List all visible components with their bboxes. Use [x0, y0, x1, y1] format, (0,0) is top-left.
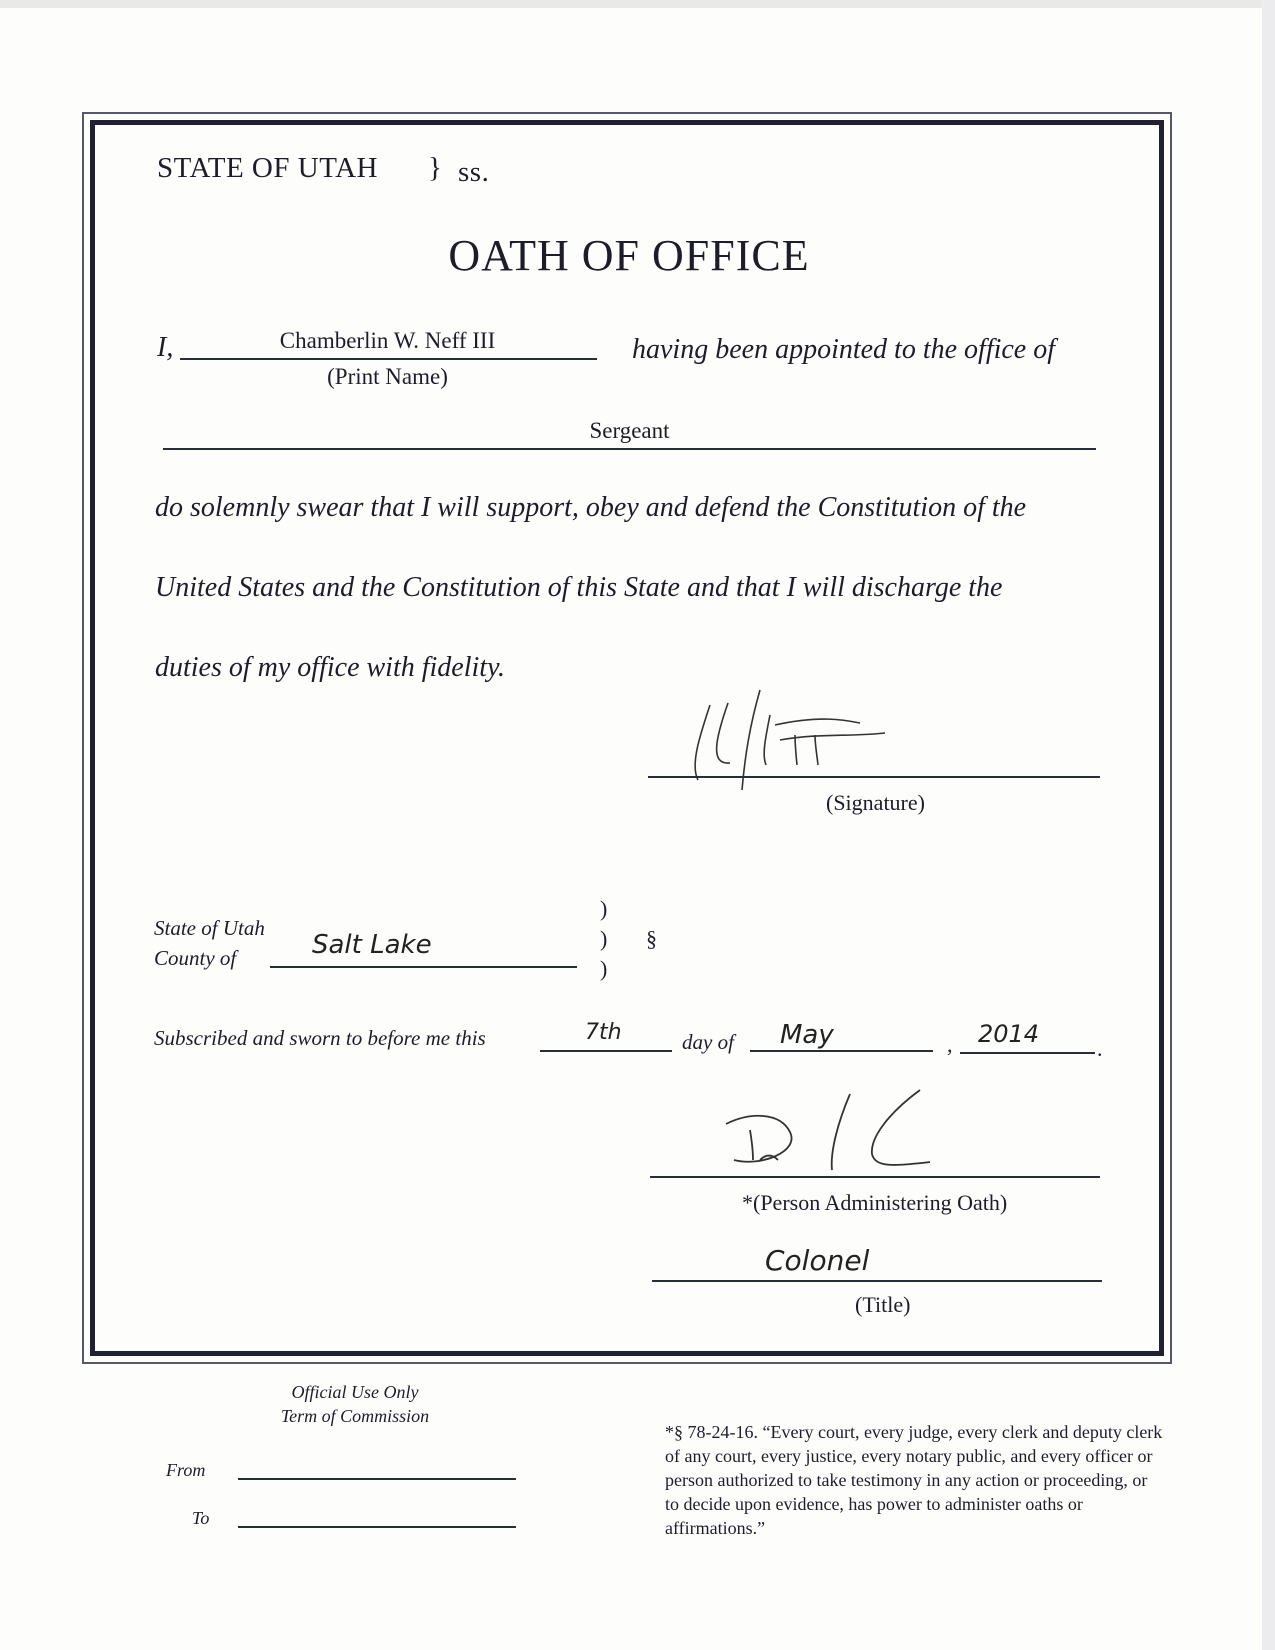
appointed-text: having been appointed to the office of	[632, 334, 1056, 365]
administrator-signature-scribble	[720, 1082, 970, 1177]
administrator-signature-line	[650, 1176, 1100, 1178]
administrator-title-value: Colonel	[765, 1244, 870, 1277]
brace: }	[428, 152, 443, 184]
county-value: Salt Lake	[312, 930, 432, 960]
from-line	[238, 1478, 516, 1480]
office-value: Sergeant	[589, 418, 670, 443]
office-line	[163, 448, 1096, 450]
administrator-title-label: (Title)	[855, 1292, 911, 1317]
month-line	[750, 1050, 933, 1052]
oath-body-line-1: do solemnly swear that I will support, obey and defend the Constitution of the	[155, 492, 1027, 523]
paren-3: )	[600, 956, 608, 981]
signature-line	[648, 776, 1100, 778]
signature-scribble	[670, 685, 910, 795]
page-title: OATH OF OFFICE	[448, 231, 810, 280]
administrator-label: *(Person Administering Oath)	[742, 1190, 1008, 1215]
month-value: May	[780, 1020, 834, 1050]
signature-label: (Signature)	[826, 790, 925, 815]
day-of-label: day of	[682, 1030, 734, 1054]
period: .	[1097, 1036, 1103, 1061]
day-line	[540, 1050, 672, 1052]
i-prefix: I,	[157, 332, 174, 363]
print-name-line	[180, 358, 597, 360]
administrator-title-line	[652, 1280, 1102, 1282]
term-of-commission: Term of Commission	[280, 1406, 430, 1426]
inner-border	[90, 120, 1164, 1356]
state-of-utah-label: State of Utah	[154, 916, 265, 940]
state-heading: STATE OF UTAH	[157, 152, 378, 184]
scan-top-edge	[0, 0, 1275, 8]
statute-note: *§ 78-24-16. “Every court, every judge, every clerk and deputy clerk of any court, every justice, every notary public, and every officer or person authorized to take testimony in any action or proceeding, or to decide upon evidence, has power to administer oaths or affirmations.”	[665, 1422, 1163, 1538]
year-line	[960, 1052, 1095, 1054]
print-name-label: (Print Name)	[327, 364, 448, 389]
ss-label: ss.	[458, 156, 490, 188]
to-label: To	[192, 1508, 210, 1528]
county-label: County of	[154, 946, 237, 970]
print-name-value: Chamberlin W. Neff III	[279, 328, 496, 353]
official-use-only: Official Use Only	[291, 1382, 419, 1402]
section-symbol: §	[646, 926, 657, 951]
paren-1: )	[600, 896, 608, 921]
to-line	[238, 1526, 516, 1528]
scan-right-edge	[1262, 0, 1275, 1650]
year-value: 2014	[978, 1020, 1040, 1048]
from-label: From	[166, 1460, 206, 1480]
oath-body-line-2: United States and the Constitution of this State and that I will discharge the	[155, 572, 1003, 603]
day-value: 7th	[585, 1020, 622, 1045]
comma: ,	[947, 1032, 953, 1057]
paren-2: )	[600, 926, 608, 951]
county-line	[270, 966, 577, 968]
subscribed-text: Subscribed and sworn to before me this	[154, 1026, 486, 1050]
oath-body-line-3: duties of my office with fidelity.	[155, 652, 505, 683]
